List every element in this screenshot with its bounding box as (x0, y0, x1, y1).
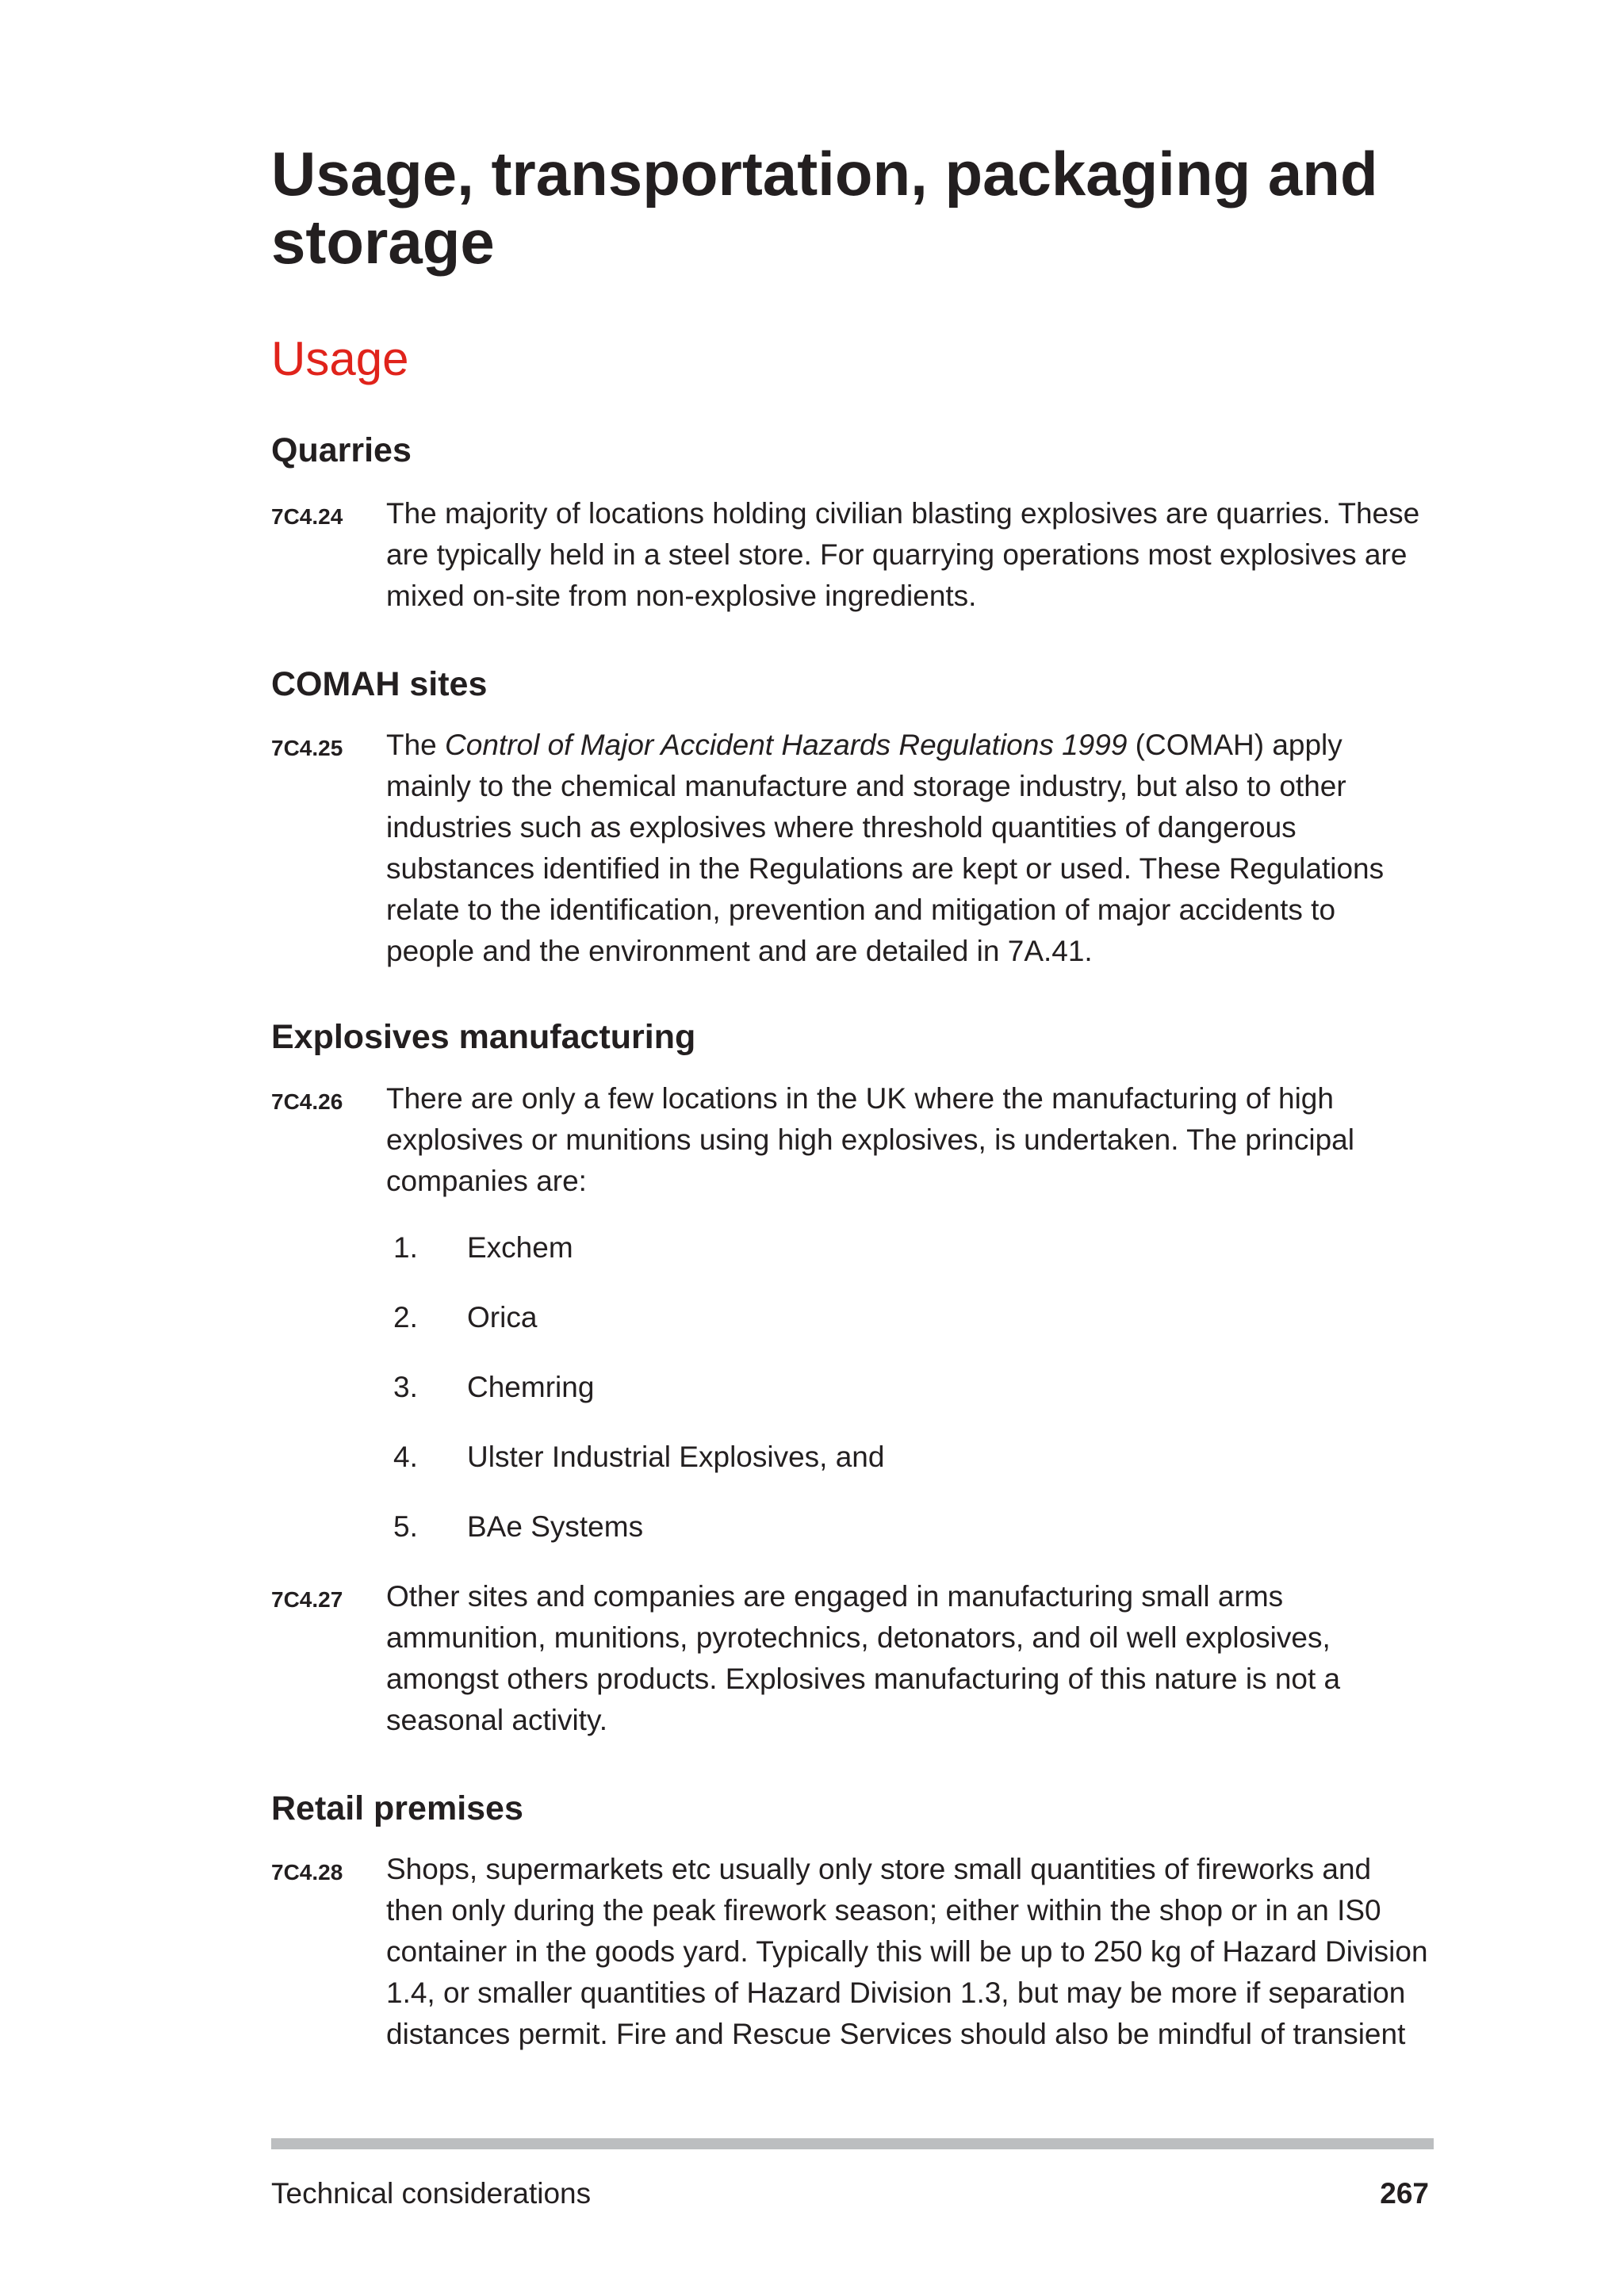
paragraph-text (386, 725, 1431, 972)
page-number: 267 (1380, 2177, 1429, 2210)
list-item-label: Ulster Industrial Explosives, and (467, 1441, 885, 1473)
subheading-retail-premises: Retail premises (271, 1789, 523, 1827)
list-item (271, 1437, 1434, 1478)
subheading-comah-sites: COMAH sites (271, 665, 488, 703)
list-item (271, 1227, 1434, 1269)
page-title: Usage, transportation, packaging and storage (271, 139, 1378, 277)
paragraph-number: 7C4.26 (271, 1089, 343, 1114)
list-item-number: 3. (393, 1371, 418, 1403)
list-item-number: 2. (393, 1301, 418, 1334)
list-item-label: BAe Systems (467, 1510, 644, 1543)
text-segment: The (386, 729, 446, 761)
paragraph-text: The majority of locations holding civilian blasting explosives are quarries. These are typically held in a steel store. For quarrying operations most explosives are mixed on-site from non-explosive ingredients. (386, 497, 1420, 612)
section-heading-usage: Usage (271, 332, 409, 385)
list-item-label: Exchem (467, 1231, 573, 1264)
list-item-label: Chemring (467, 1371, 595, 1403)
footer-section-label: Technical considerations (271, 2177, 592, 2210)
list-item (271, 1297, 1434, 1338)
subheading-quarries: Quarries (271, 431, 412, 469)
paragraph-number: 7C4.27 (271, 1587, 343, 1612)
list-item (271, 1367, 1434, 1408)
footer-divider (271, 2138, 1434, 2149)
paragraph-text: Other sites and companies are engaged in manufacturing small arms ammunition, munitions, pyrotechnics, detonators, and oil well explosives, amongst others products. Explosives manufacturing of this nature is not a seasonal activity. (386, 1580, 1341, 1736)
list-item-label: Orica (467, 1301, 538, 1334)
list-item-number: 1. (393, 1231, 418, 1264)
list-item-number: 4. (393, 1441, 418, 1473)
subheading-explosives-manufacturing: Explosives manufacturing (271, 1018, 696, 1056)
paragraph-number: 7C4.28 (271, 1860, 343, 1885)
text-segment: (COMAH) apply mainly to the chemical manufacture and storage industry, but also to other industries such as explosives where threshold quantities of dangerous substances identified in the Regulations are kept or used. These Regulations relate to the identification, prevention and mitigation of major accidents to people and the environment and are detailed in 7A.41. (386, 729, 1385, 967)
regulation-title: Control of Major Accident Hazards Regulations 1999 (445, 729, 1128, 761)
paragraph-number: 7C4.25 (271, 736, 343, 760)
document-page (271, 0, 1434, 2296)
list-item-number: 5. (393, 1510, 418, 1543)
paragraph-text: There are only a few locations in the UK where the manufacturing of high explosives or munitions using high explosives, is undertaken. The principal companies are: (386, 1082, 1354, 1197)
list-item (271, 1506, 1434, 1548)
paragraph-text: Shops, supermarkets etc usually only store small quantities of fireworks and then only during the peak firework season; either within the shop or in an IS0 container in the goods yard. Typically this will be up to 250 kg of Hazard Division 1.4, or smaller quantities of Hazard Division 1.3, but may be more if separation distances permit. Fire and Rescue Services should also be mindful of transient (386, 1853, 1428, 2050)
paragraph-number: 7C4.24 (271, 504, 343, 529)
